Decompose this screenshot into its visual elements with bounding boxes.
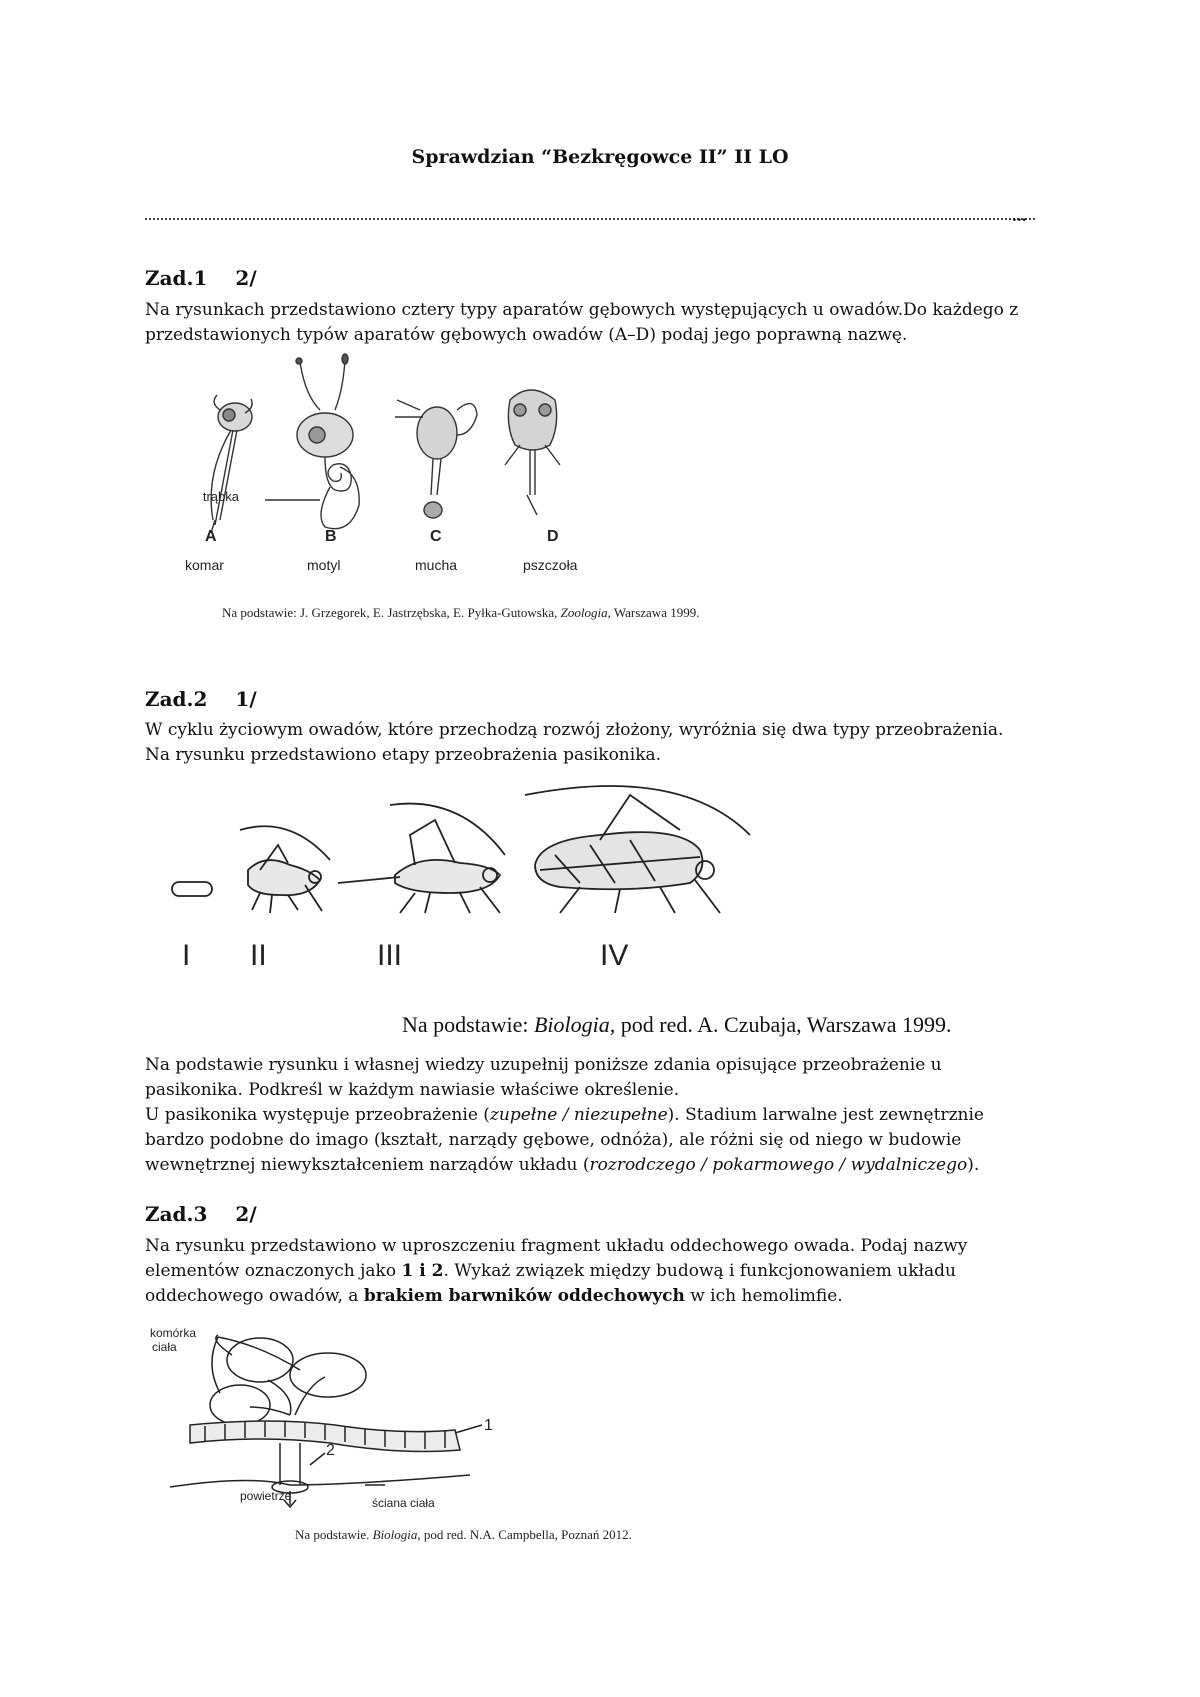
task-2-sentence-1: U pasikonika występuje przeobrażenie (zupełne / niezupełne). Stadium larwalne jest zewnętrznie	[145, 1105, 984, 1125]
task-3-line-3: oddechowego owadów, a brakiem barwników oddechowych w ich hemolimfie.	[145, 1286, 843, 1306]
name-line	[145, 212, 1035, 220]
stage-egg-illustration	[172, 882, 212, 896]
fly-head-illustration	[395, 400, 477, 518]
mosquito-head-illustration	[211, 395, 252, 533]
option-przeobrazenie: zupełne / niezupełne	[489, 1105, 668, 1125]
task-1-line-1: Na rysunkach przedstawiono cztery typy aparatów gębowych występujących u owadów.Do każdego z	[145, 300, 1019, 320]
task-2-number: Zad.2	[145, 687, 208, 711]
task-2-task-line-2: pasikonika. Podkreśl w każdym nawiasie właściwe określenie.	[145, 1080, 680, 1100]
task-3-line-2: elementów oznaczonych jako 1 i 2. Wykaż związek między budową i funkcjonowaniem układu	[145, 1261, 956, 1281]
task-2-points: 1/	[235, 687, 257, 711]
tracheole-stem	[280, 1443, 300, 1485]
task-2-sentence-2: bardzo podobne do imago (kształt, narządy gębowe, odnóża), ale różni się od niego w budowie	[145, 1130, 962, 1150]
butterfly-head-illustration	[265, 354, 359, 529]
task-1-line-2: przedstawionych typów aparatów gębowych owadów (A–D) podaj jego poprawną nazwę.	[145, 325, 908, 345]
stage-label-iii: III	[377, 939, 403, 972]
body-wall	[170, 1475, 470, 1487]
task-3-points: 2/	[235, 1202, 257, 1226]
task-1-text	[145, 298, 1075, 348]
tracheal-system-figure	[150, 1325, 493, 1510]
task-2-source: Na podstawie: Biologia, pod red. A. Czubaja, Warszawa 1999.	[402, 1012, 952, 1037]
letter-b: B	[325, 528, 337, 545]
letter-c: C	[430, 528, 442, 545]
task-2-text	[145, 718, 1075, 768]
body-cell-3	[290, 1353, 366, 1397]
task-2-line-1: W cyklu życiowym owadów, które przechodzą rozwój złożony, wyróżnia się dwa typy przeobrażenia.	[145, 720, 1004, 740]
task-3-line-1: Na rysunku przedstawiono w uproszczeniu fragment układu oddechowego owada. Podaj nazwy	[145, 1236, 968, 1256]
grasshopper-stages-figure	[160, 775, 770, 980]
task-1-heading	[145, 266, 257, 290]
task-2-sentence-3: wewnętrznej niewykształceniem narządów układu (rozrodczego / pokarmowego / wydalniczego).	[145, 1155, 980, 1175]
task-3-source: Na podstawie. Biologia, pod red. N.A. Campbella, Poznań 2012.	[295, 1527, 632, 1542]
bee-head-illustration	[505, 390, 560, 515]
letter-d: D	[547, 528, 559, 545]
task-1-points: 2/	[235, 266, 257, 290]
task-2-task-line-1: Na podstawie rysunku i własnej wiedzy uzupełnij poniższe zdania opisujące przeobrażenie u	[145, 1055, 942, 1075]
komorka-label-2: ciała	[152, 1340, 177, 1354]
task-1-number: Zad.1	[145, 266, 208, 290]
label-2: 2	[326, 1442, 335, 1459]
task-3-text	[145, 1234, 1075, 1309]
mouthparts-figure	[175, 355, 615, 580]
sciana-label: ściana ciała	[372, 1496, 435, 1510]
task-2-heading	[145, 687, 257, 711]
stage-adult-illustration	[525, 786, 750, 913]
task-3-heading	[145, 1202, 257, 1226]
name-line-end: ...	[1012, 209, 1027, 225]
option-uklad: rozrodczego / pokarmowego / wydalniczego	[589, 1155, 968, 1175]
name-a: komar	[185, 557, 224, 573]
stage-larva-small-illustration	[240, 826, 330, 913]
task-1-source: Na podstawie: J. Grzegorek, E. Jastrzębska, E. Pyłka-Gutowska, Zoologia, Warszawa 1999.	[222, 605, 700, 620]
label-1: 1	[484, 1417, 493, 1434]
komorka-label-1: komórka	[150, 1326, 197, 1340]
stage-label-i: I	[182, 939, 191, 972]
stage-label-iv: IV	[600, 939, 629, 972]
stage-larva-large-illustration	[338, 804, 505, 913]
task-2-task	[145, 1053, 1075, 1178]
name-c: mucha	[415, 557, 458, 573]
trabka-label: trąbka	[202, 489, 239, 504]
name-d: pszczoła	[523, 557, 578, 573]
task-2-line-2: Na rysunku przedstawiono etapy przeobrażenia pasikonika.	[145, 745, 662, 765]
letter-a: A	[205, 528, 217, 545]
page-title: Sprawdzian “Bezkręgowce II” II LO	[411, 146, 789, 168]
name-b: motyl	[307, 557, 341, 573]
stage-label-ii: II	[250, 939, 267, 972]
powietrze-label: powietrze	[240, 1489, 292, 1503]
task-3-number: Zad.3	[145, 1202, 208, 1226]
